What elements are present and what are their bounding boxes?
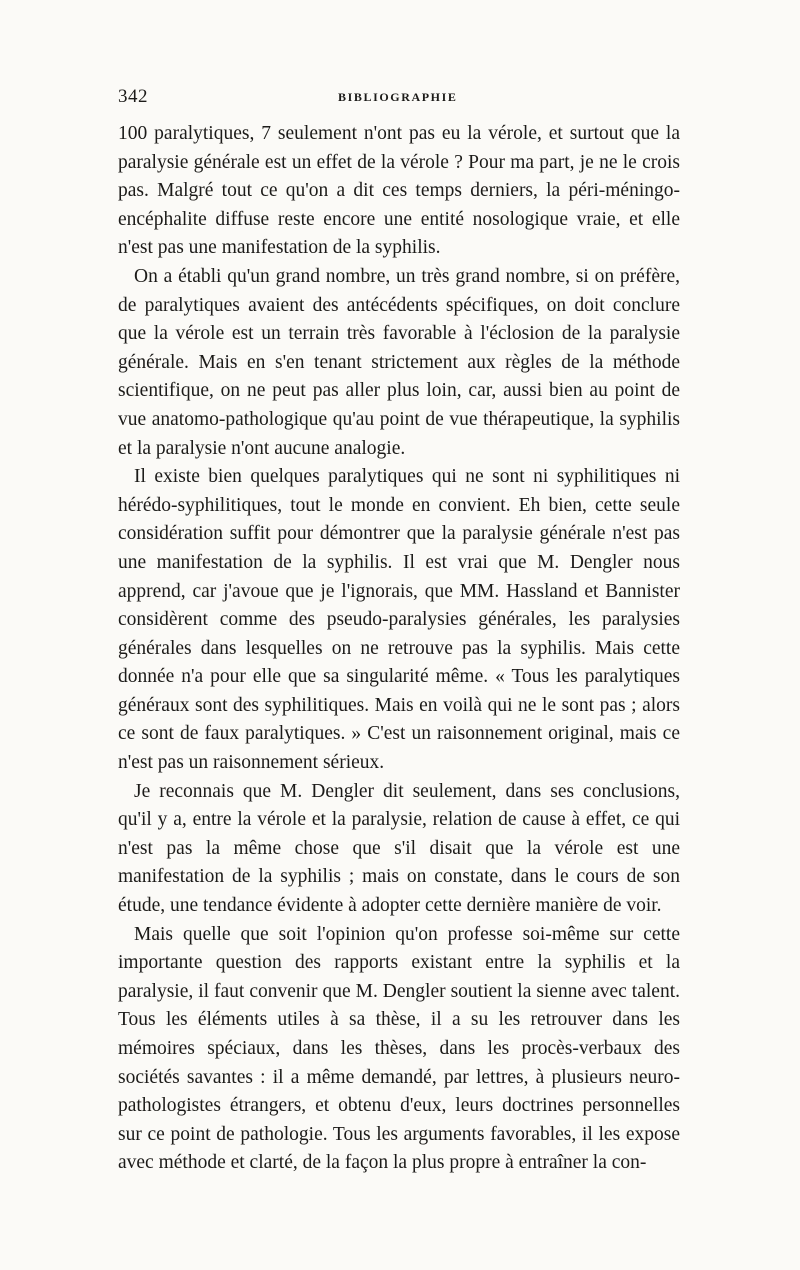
running-head: BIBLIOGRAPHIE [338, 90, 458, 104]
paragraph: Mais quelle que soit l'opinion qu'on professe soi-même sur cette importante question des rapports existant entre la syphilis et la paralysie, il faut convenir que M. Dengler soutient la sienne avec talent. Tous les éléments utiles à sa thèse, il a su les retrouver dans les mémoires spéciaux, dans les thèses, dans les procès-verbaux des sociétés savantes : il a même demandé, par lettres, à plusieurs neuro-pathologistes étrangers, et obtenu d'eux, leurs doctrines personnelles sur ce point de pathologie. Tous les arguments favorables, il les expose avec méthode et clarté, de la façon la plus propre à entraîner la con- [118, 923, 680, 1174]
paragraph: On a établi qu'un grand nombre, un très grand nombre, si on préfère, de paralytiques avaient des antécédents spécifiques, on doit conclure que la vérole est un terrain très favorable à l'éclosion de la paralysie générale. Mais en s'en tenant strictement aux règles de la méthode scientifique, on ne peut pas aller plus loin, car, aussi bien au point de vue anatomo-pathologique qu'au point de vue thérapeutique, la syphilis et la paralysie n'ont aucune analogie. [118, 265, 680, 459]
book-page [118, 86, 680, 1178]
page-header [118, 86, 680, 120]
body-text [118, 120, 680, 1178]
paragraph: 100 paralytiques, 7 seulement n'ont pas eu la vérole, et surtout que la paralysie générale est un effet de la vérole ? Pour ma part, je ne le crois pas. Malgré tout ce qu'on a dit ces temps derniers, la péri-méningo-encéphalite diffuse reste encore une entité nosologique vraie, et elle n'est pas une manifestation de la syphilis. [118, 123, 680, 259]
paragraph: Je reconnais que M. Dengler dit seulement, dans ses conclusions, qu'il y a, entre la vérole et la paralysie, relation de cause à effet, ce qui n'est pas la même chose que s'il disait que la vérole est une manifestation de la syphilis ; mais on constate, dans le cours de son étude, une tendance évidente à adopter cette dernière manière de voir. [118, 780, 680, 917]
paragraph: Il existe bien quelques paralytiques qui ne sont ni syphilitiques ni hérédo-syphilitiques, tout le monde en convient. Eh bien, cette seule considération suffit pour démontrer que la paralysie générale n'est pas une manifestation de la syphilis. Il est vrai que M. Dengler nous apprend, car j'avoue que je l'ignorais, que MM. Hassland et Bannister considèrent comme des pseudo-paralysies générales, les paralysies générales dans lesquelles on ne retrouve pas la syphilis. Mais cette donnée n'a pour elle que sa singularité même. « Tous les paralytiques généraux sont des syphilitiques. Mais en voilà qui ne le sont pas ; alors ce sont de faux paralytiques. » C'est un raisonnement original, mais ce n'est pas un raisonnement sérieux. [118, 466, 680, 774]
page-number: 342 [118, 86, 148, 107]
